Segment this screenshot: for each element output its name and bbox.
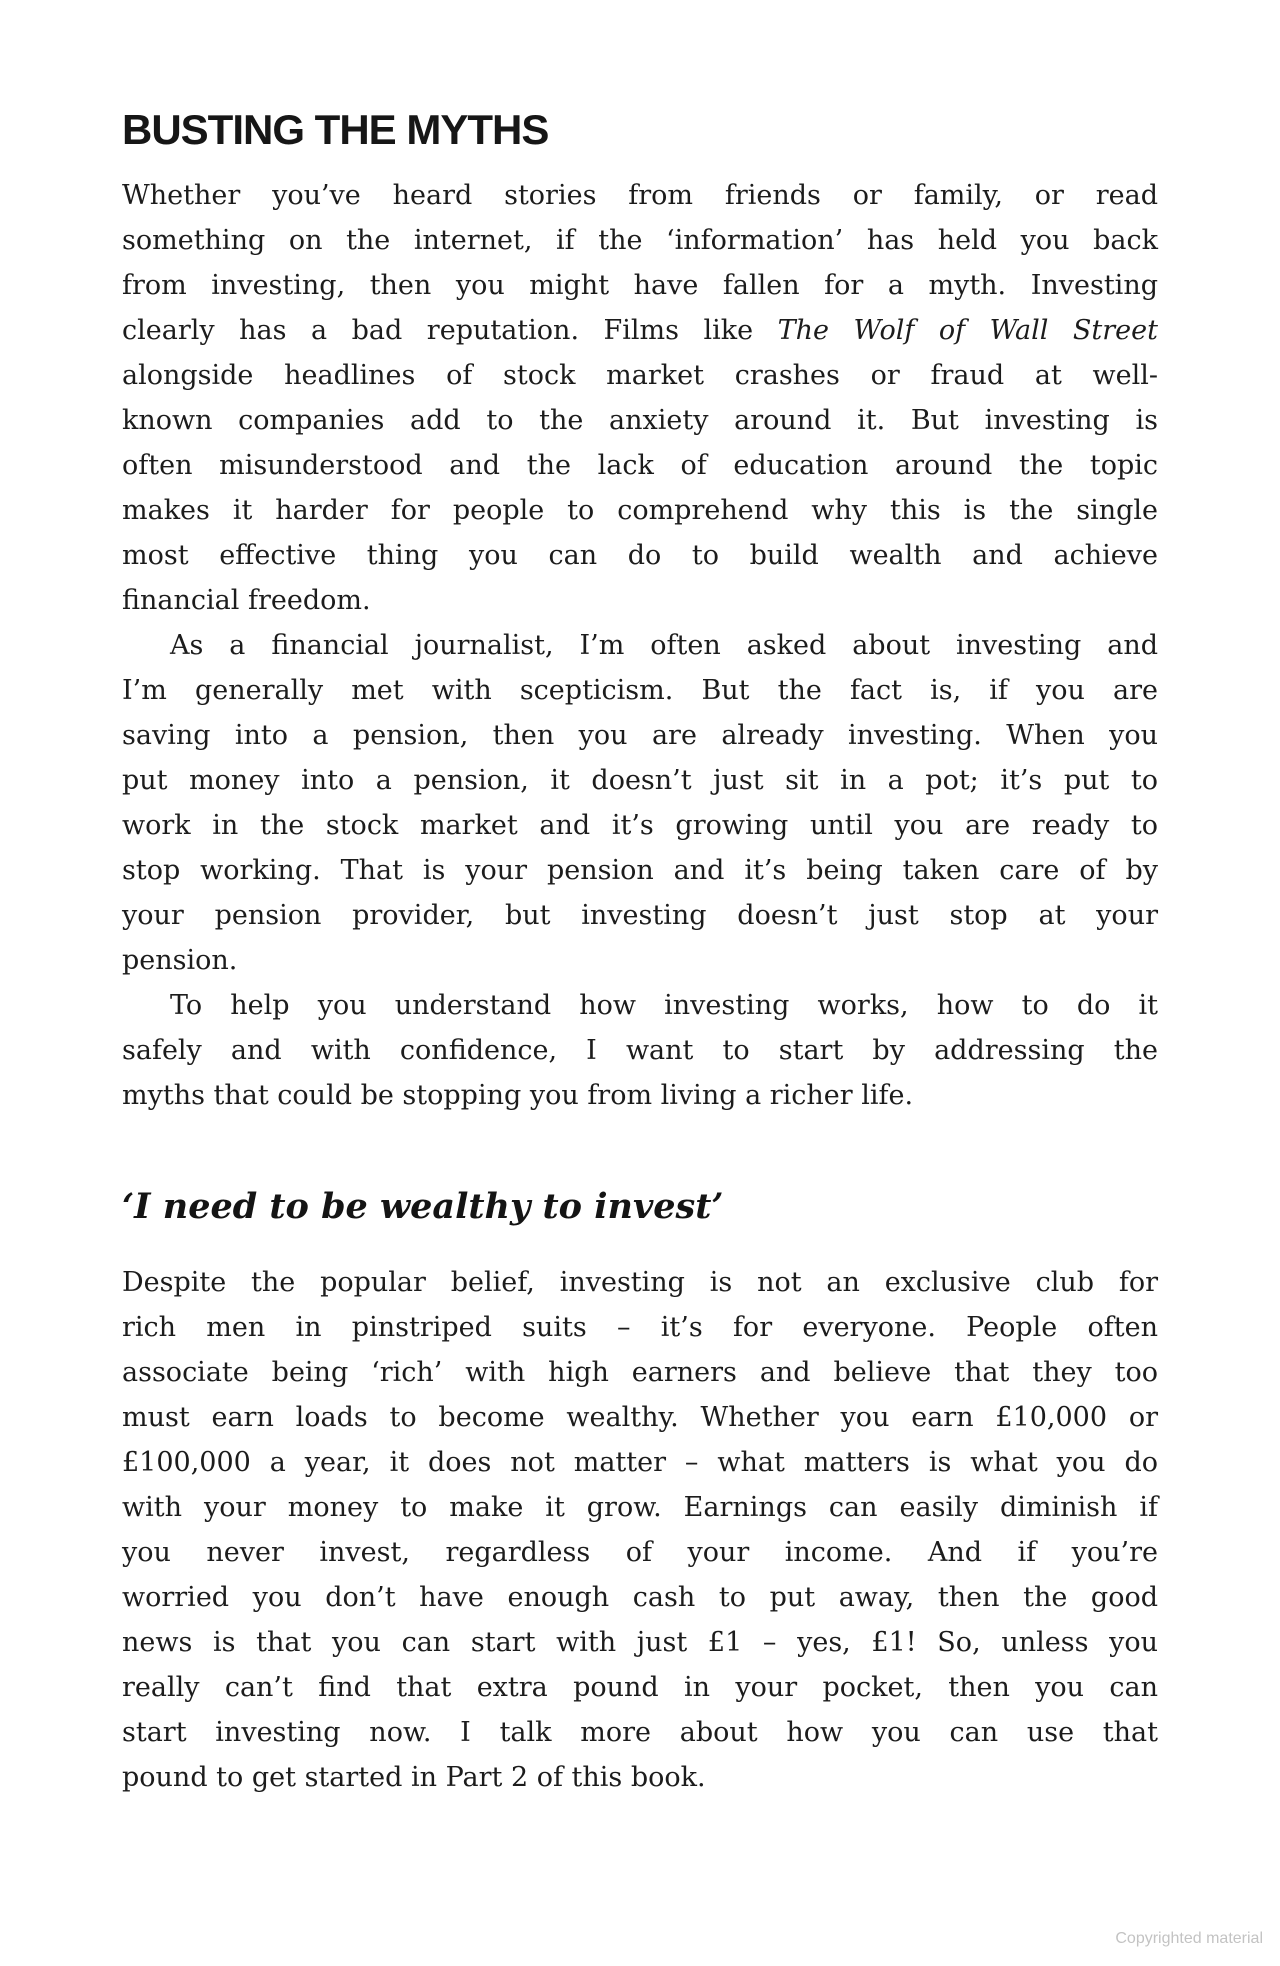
text-line: makes it harder for people to comprehend why this is the single	[122, 495, 1158, 526]
text-line: start investing now. I talk more about how you can use that	[122, 1717, 1158, 1748]
text-line: news is that you can start with just £1 – yes, £1! So, unless you	[122, 1627, 1158, 1658]
text-line: work in the stock market and it’s growing until you are ready to	[122, 810, 1158, 841]
text-line: put money into a pension, it doesn’t just sit in a pot; it’s put to	[122, 765, 1158, 796]
text-line: from investing, then you might have fallen for a myth. Investing	[122, 270, 1158, 301]
paragraph	[122, 983, 1158, 1118]
page-content	[122, 173, 1158, 1800]
text-line: known companies add to the anxiety around it. But investing is	[122, 405, 1158, 436]
text-line: worried you don’t have enough cash to put away, then the good	[122, 1582, 1158, 1613]
text-line: associate being ‘rich’ with high earners and believe that they too	[122, 1357, 1158, 1388]
text-line: myths that could be stopping you from living a richer life.	[122, 1080, 914, 1111]
text-line: clearly has a bad reputation. Films like The Wolf of Wall Street	[122, 315, 1158, 346]
paragraph	[122, 1260, 1158, 1800]
text-line: saving into a pension, then you are already investing. When you	[122, 720, 1158, 751]
text-line: Whether you’ve heard stories from friends or family, or read	[122, 180, 1158, 211]
text-line: £100,000 a year, it does not matter – what matters is what you do	[122, 1447, 1158, 1478]
text-line: pension.	[122, 945, 238, 976]
text-line: financial freedom.	[122, 585, 371, 616]
page-title: BUSTING THE MYTHS	[122, 106, 549, 153]
text-line: really can’t find that extra pound in your pocket, then you can	[122, 1672, 1158, 1703]
paragraph	[122, 173, 1158, 623]
text-line: with your money to make it grow. Earnings can easily diminish if	[122, 1492, 1158, 1523]
text-line: must earn loads to become wealthy. Whether you earn £10,000 or	[122, 1402, 1158, 1433]
text-line: Despite the popular belief, investing is not an exclusive club for	[122, 1267, 1158, 1298]
text-line: often misunderstood and the lack of education around the topic	[122, 450, 1158, 481]
text-line: your pension provider, but investing doesn’t just stop at your	[122, 900, 1158, 931]
section-subheading: ‘I need to be wealthy to invest’	[122, 1186, 724, 1227]
text-line: I’m generally met with scepticism. But the fact is, if you are	[122, 675, 1158, 706]
copyright-notice: Copyrighted material	[1115, 1930, 1263, 1947]
text-line: most effective thing you can do to build wealth and achieve	[122, 540, 1158, 571]
paragraph	[122, 623, 1158, 983]
text-line: As a financial journalist, I’m often asked about investing and	[170, 630, 1158, 661]
text-line: alongside headlines of stock market crashes or fraud at well-	[122, 360, 1158, 391]
text-line: something on the internet, if the ‘information’ has held you back	[122, 225, 1158, 256]
text-line: pound to get started in Part 2 of this book.	[122, 1762, 706, 1793]
text-line: To help you understand how investing works, how to do it	[170, 990, 1158, 1021]
text-line: stop working. That is your pension and it’s being taken care of by	[122, 855, 1158, 886]
text-line: you never invest, regardless of your income. And if you’re	[122, 1537, 1158, 1568]
text-line: safely and with confidence, I want to start by addressing the	[122, 1035, 1158, 1066]
text-line: rich men in pinstriped suits – it’s for everyone. People often	[122, 1312, 1158, 1343]
